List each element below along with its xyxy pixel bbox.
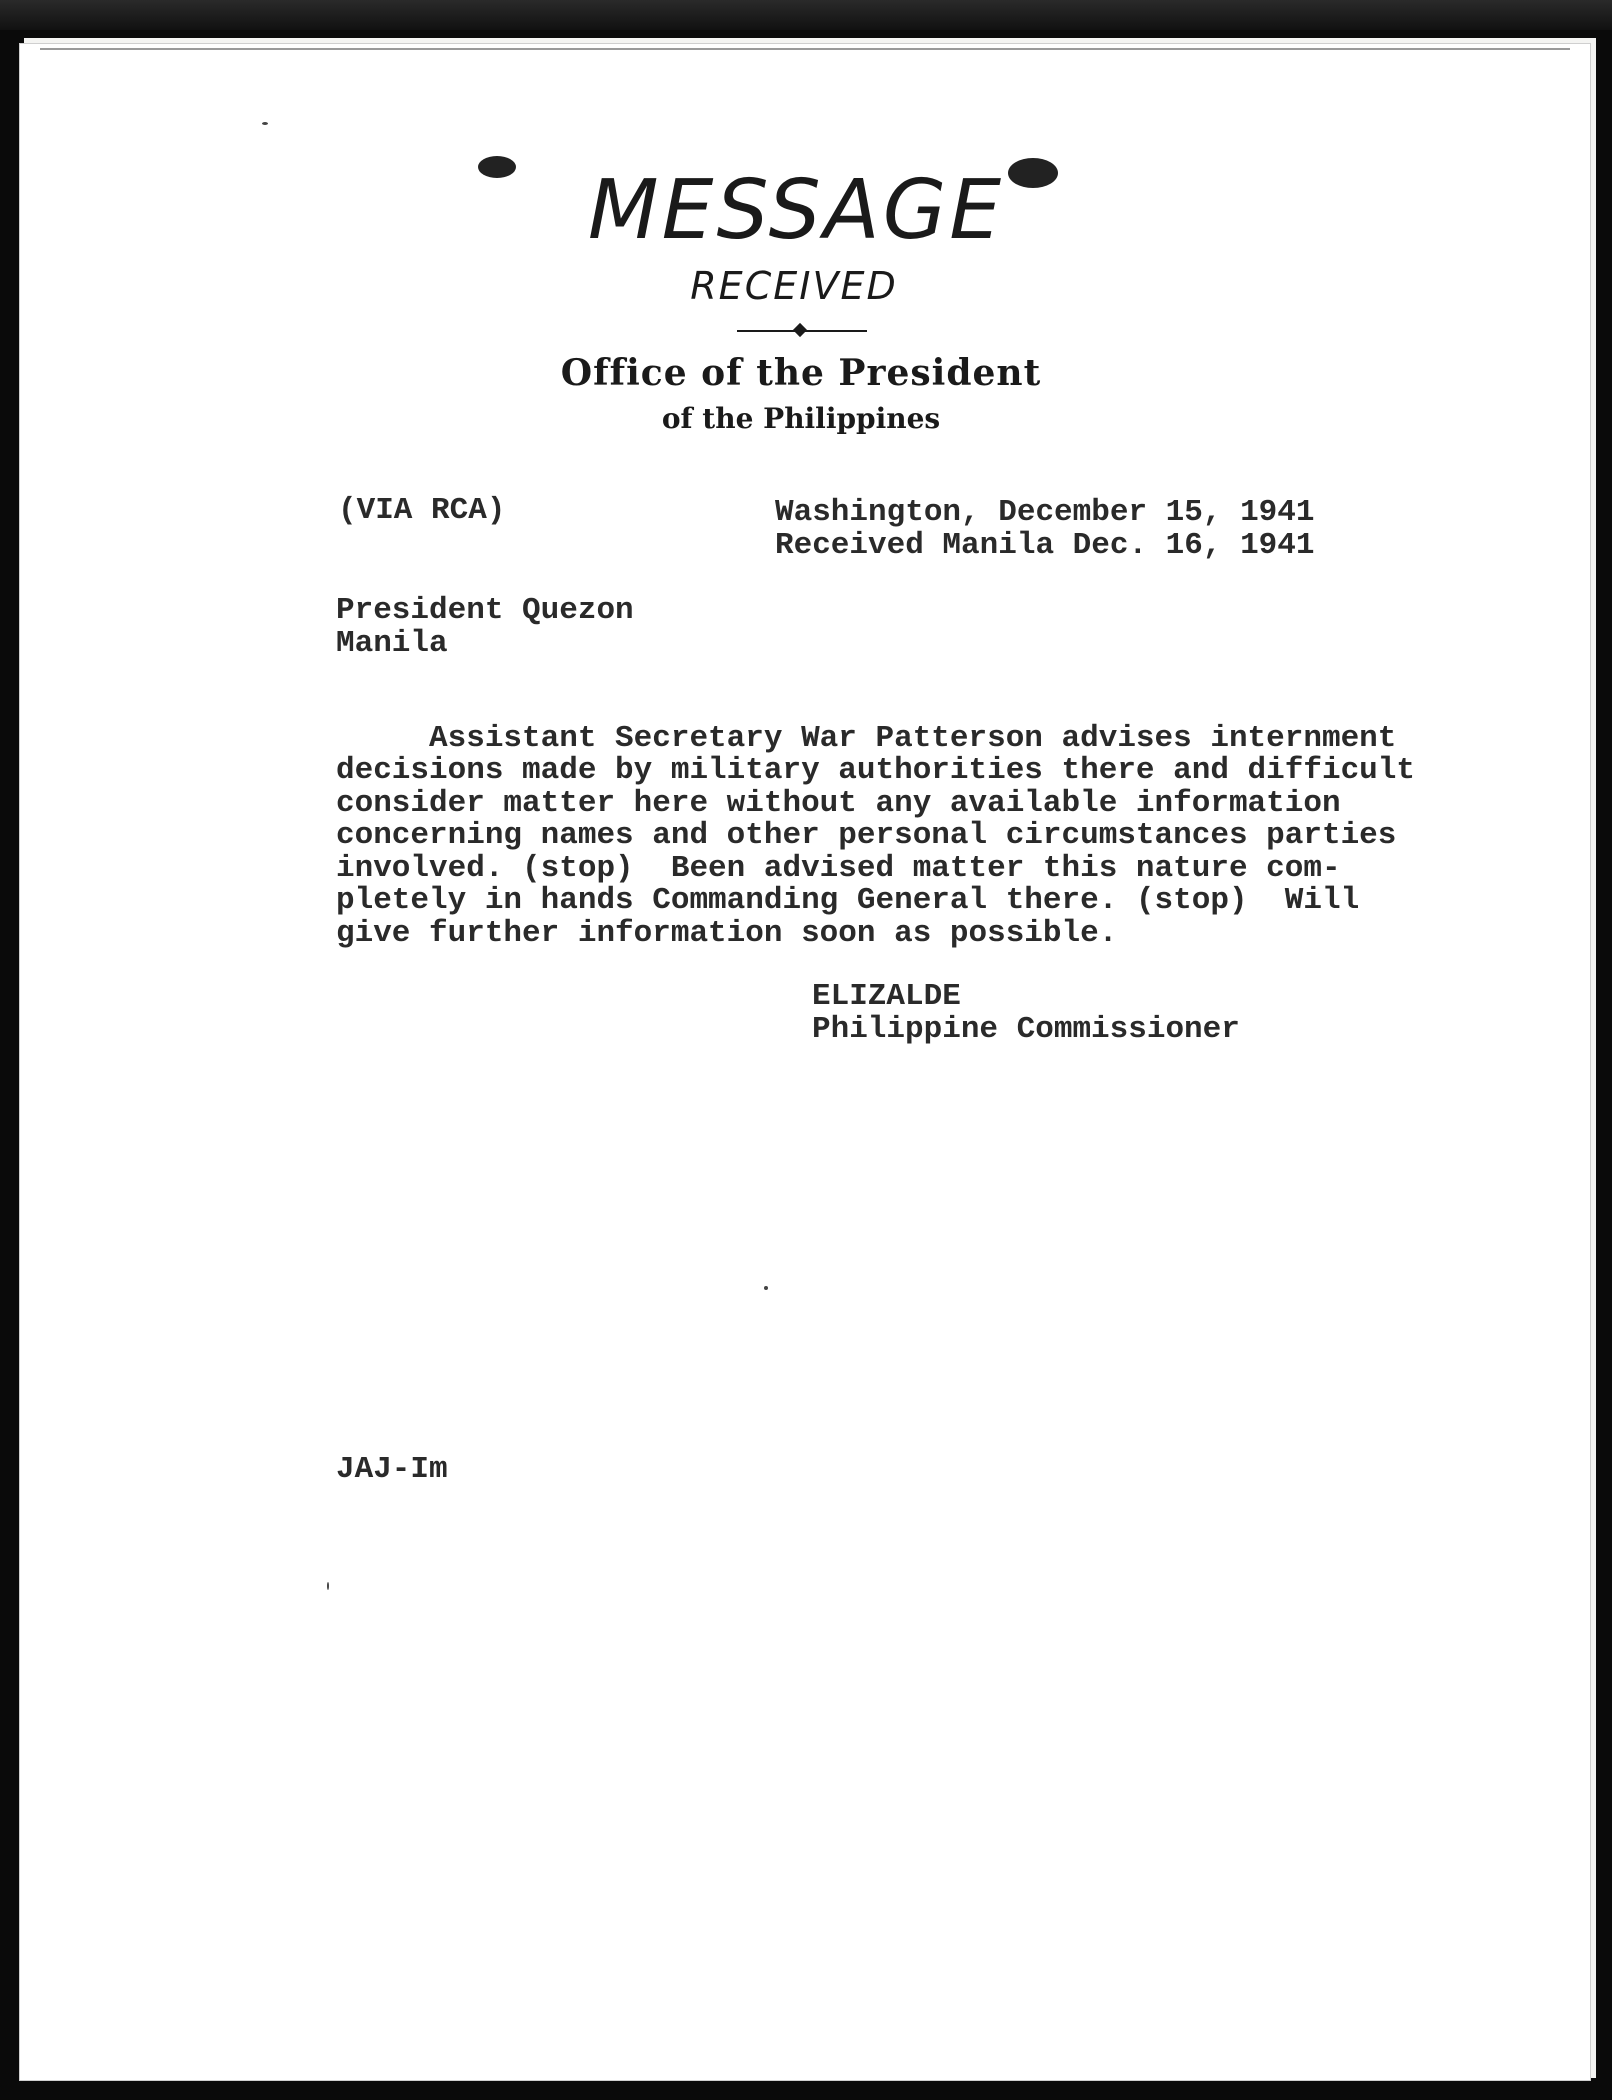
letterhead-office: Office of the President — [560, 352, 1042, 394]
ornament-diamond — [793, 323, 807, 337]
dateline — [775, 496, 1315, 562]
letterhead-title: MESSAGE — [587, 163, 1005, 258]
addressee-city: Manila — [336, 626, 448, 661]
signature-name: ELIZALDE — [812, 979, 961, 1014]
via-line: (VIA RCA) — [338, 493, 506, 528]
speck — [764, 1286, 768, 1290]
body-line: involved. (stop) Been advised matter this nature com- — [336, 850, 1341, 886]
dateline-sent: Washington, December 15, 1941 — [775, 495, 1315, 530]
letterhead-country: of the Philippines — [661, 402, 941, 435]
ornament-divider — [737, 324, 867, 338]
scanner-edge — [0, 0, 1612, 30]
body-line: concerning names and other personal circumstances parties — [336, 818, 1397, 853]
signature-title: Philippine Commissioner — [812, 1012, 1240, 1047]
letterhead — [0, 120, 1612, 435]
body-line: give further information soon as possible. — [336, 915, 1118, 951]
body-line: consider matter here without any available information — [336, 785, 1341, 821]
dateline-received: Received Manila Dec. 16, 1941 — [775, 528, 1315, 563]
body-line: pletely in hands Commanding General there. (stop) Will — [336, 883, 1360, 918]
signature-block — [812, 980, 1240, 1046]
addressee-name: President Quezon — [336, 593, 634, 628]
addressee — [336, 594, 634, 660]
reference-initials: JAJ-Im — [336, 1452, 448, 1487]
message-body — [336, 690, 1415, 1015]
body-line: decisions made by military authorities there and difficult — [336, 753, 1415, 788]
page-fold-line — [40, 48, 1570, 50]
letterhead-subtitle: RECEIVED — [690, 264, 898, 308]
body-line: Assistant Secretary War Patterson advises internment — [336, 720, 1397, 756]
speck — [327, 1582, 329, 1590]
